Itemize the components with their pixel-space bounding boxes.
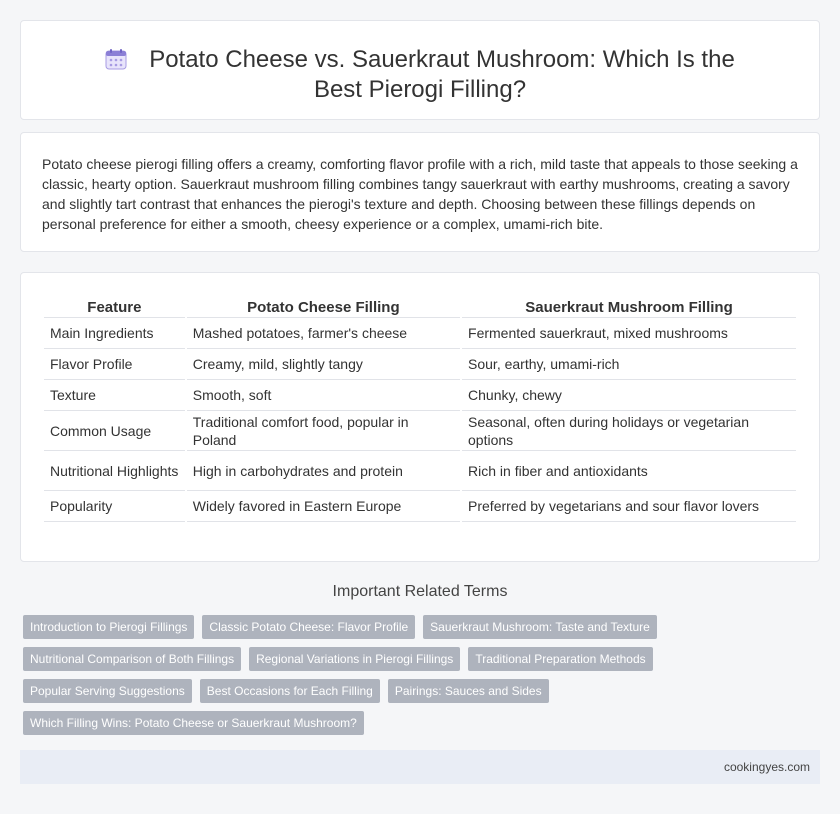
row-sauerkraut-mushroom: Seasonal, often during holidays or vegetarian options [462,411,796,451]
table-row [44,451,796,491]
intro-paragraph: Potato cheese pierogi filling offers a creamy, comforting flavor profile with a rich, mild taste that appeals to those seeking a classic, hearty option. Sauerkraut mushroom filling combines tangy sauerkraut with earthy mushrooms, creating a savory and slightly tart contrast that enhances the pierogi's texture and depth. Choosing between these fillings depends on personal preference for either a smooth, cheesy experience or a complex, umami-rich bite. [42,156,798,232]
comparison-table [42,296,798,522]
calendar-icon [105,48,127,70]
row-potato-cheese: Smooth, soft [187,380,460,411]
row-feature: Flavor Profile [44,349,185,380]
related-term-tag[interactable]: Best Occasions for Each Filling [200,679,380,703]
row-sauerkraut-mushroom: Sour, earthy, umami-rich [462,349,796,380]
title-card [20,20,820,120]
page-title [21,45,819,105]
row-potato-cheese: Mashed potatoes, farmer's cheese [187,318,460,349]
row-sauerkraut-mushroom: Chunky, chewy [462,380,796,411]
row-sauerkraut-mushroom: Fermented sauerkraut, mixed mushrooms [462,318,796,349]
related-term-tag[interactable]: Introduction to Pierogi Fillings [23,615,194,639]
row-potato-cheese: Widely favored in Eastern Europe [187,491,460,522]
page-title-text: Potato Cheese vs. Sauerkraut Mushroom: Which Is the Best Pierogi Filling? [149,46,735,103]
row-potato-cheese: Traditional comfort food, popular in Poland [187,411,460,451]
row-sauerkraut-mushroom: Rich in fiber and antioxidants [462,451,796,491]
table-row [44,318,796,349]
related-term-tag[interactable]: Classic Potato Cheese: Flavor Profile [202,615,415,639]
row-potato-cheese: Creamy, mild, slightly tangy [187,349,460,380]
table-row [44,411,796,451]
header-potato-cheese: Potato Cheese Filling [187,296,460,318]
table-row [44,380,796,411]
row-feature: Main Ingredients [44,318,185,349]
row-sauerkraut-mushroom: Preferred by vegetarians and sour flavor lovers [462,491,796,522]
related-term-tag[interactable]: Sauerkraut Mushroom: Taste and Texture [423,615,657,639]
header-sauerkraut-mushroom: Sauerkraut Mushroom Filling [462,296,796,318]
related-term-tag[interactable]: Regional Variations in Pierogi Fillings [249,647,460,671]
row-feature: Texture [44,380,185,411]
row-feature: Popularity [44,491,185,522]
related-term-tag[interactable]: Traditional Preparation Methods [468,647,652,671]
row-feature: Nutritional Highlights [44,451,185,491]
related-terms-heading: Important Related Terms [332,583,508,600]
header-feature: Feature [44,296,185,318]
related-term-tag[interactable]: Pairings: Sauces and Sides [388,679,549,703]
related-term-tag[interactable]: Popular Serving Suggestions [23,679,192,703]
row-potato-cheese: High in carbohydrates and protein [187,451,460,491]
table-row [44,349,796,380]
related-term-tag[interactable]: Which Filling Wins: Potato Cheese or Sauerkraut Mushroom? [23,711,364,735]
intro-card [20,132,820,252]
footer [20,750,820,784]
footer-site-link[interactable]: cookingyes.com [723,760,810,774]
related-term-tag[interactable]: Nutritional Comparison of Both Fillings [23,647,241,671]
table-header-row [44,296,796,318]
row-feature: Common Usage [44,411,185,451]
table-row [44,491,796,522]
comparison-table-card [20,272,820,562]
related-terms-list [23,615,683,735]
